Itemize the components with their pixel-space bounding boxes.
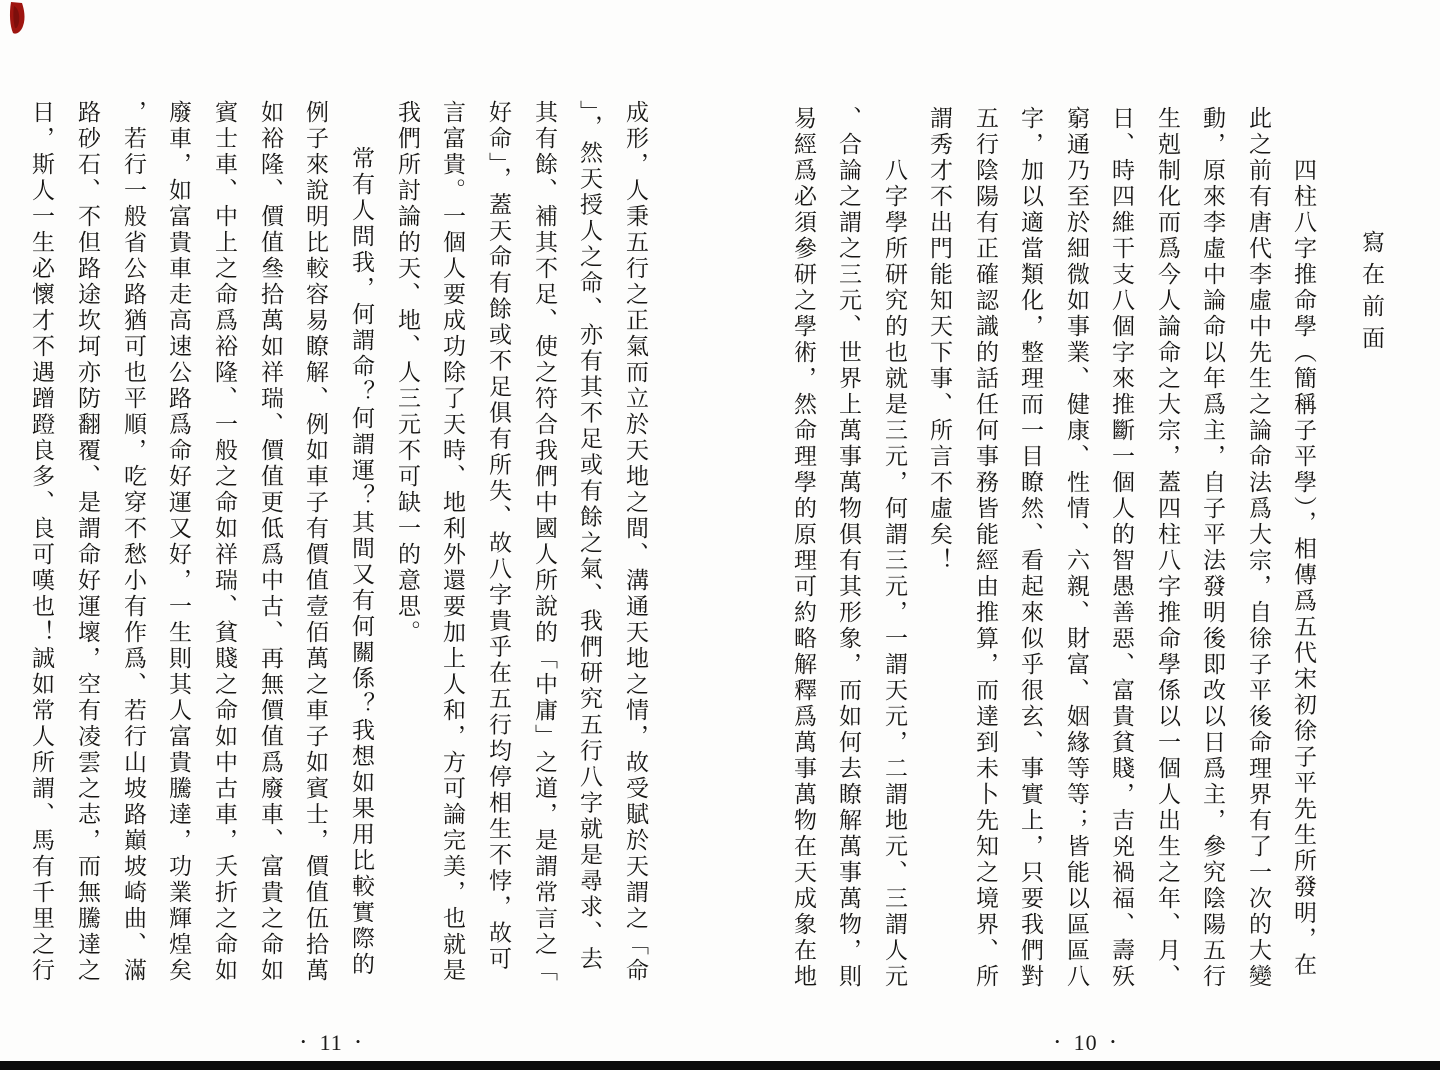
text-column: 路砂石、不但路途坎坷亦防翻覆、是謂命好運壞，空有凌雲之志，而無騰達之 bbox=[75, 100, 100, 984]
text-column: 例子來說明比較容易瞭解、例如車子有價值壹佰萬之車子如賓士，價值伍拾萬 bbox=[303, 100, 328, 984]
text-column: 此之前有唐代李虛中先生之論命法爲大宗，自徐子平後命理界有了一次的大變 bbox=[1246, 106, 1271, 990]
page-number bbox=[1042, 1030, 1129, 1056]
page-number-value: 11 bbox=[319, 1030, 343, 1055]
text-column: 五行陰陽有正確認識的話任何事務皆能經由推算，而達到未卜先知之境界、所 bbox=[973, 106, 998, 990]
text-column: 日、時四維干支八個字來推斷一個人的智愚善惡、富貴貧賤，吉兇禍福、壽殀 bbox=[1109, 106, 1134, 990]
text-column: 八字學所研究的也就是三元，何謂三元，一謂天元，二謂地元、三謂人元 bbox=[882, 158, 907, 990]
page-number-bullet: • bbox=[1055, 1034, 1061, 1049]
page-number bbox=[288, 1030, 374, 1056]
text-column: 窮通乃至於細微如事業、健康、性情、六親、財富、姻緣等等；皆能以區區八 bbox=[1064, 106, 1089, 990]
text-column: 易經爲必須參研之學術，然命理學的原理可約略解釋爲萬事萬物在天成象在地 bbox=[791, 106, 816, 990]
page-number-bullet: • bbox=[301, 1034, 307, 1049]
text-column: 廢車，如富貴車走高速公路爲命好運又好，一生則其人富貴騰達，功業輝煌矣 bbox=[166, 100, 191, 984]
text-column: 言富貴。一個人要成功除了天時、地利外還要加上人和，方可論完美，也就是 bbox=[440, 100, 465, 984]
section-title: 寫在前面 bbox=[1359, 230, 1384, 358]
scan-edge-bar bbox=[0, 1061, 1440, 1070]
red-ink-mark bbox=[6, 2, 30, 38]
text-column: ，若行一般省公路猶可也平順，吃穿不愁小有作爲、若行山坡路巔坡崎曲、滿 bbox=[121, 100, 146, 984]
page-number-bullet: • bbox=[1110, 1034, 1117, 1049]
text-column: 常有人問我，何謂命？何謂運？其間又有何關係？我想如果用比較實際的 bbox=[349, 146, 374, 978]
text-column: 字，加以適當類化，整理而一目瞭然、看起來似乎很玄、事實上，只要我們對 bbox=[1018, 106, 1043, 990]
text-column: 我們所討論的天、地、人三元不可缺一的意思。 bbox=[395, 100, 420, 646]
text-column: 生剋制化而爲今人論命之大宗，蓋四柱八字推命學係以一個人出生之年、月、 bbox=[1155, 106, 1180, 990]
text-column: 好命」，蓋天命有餘或不足俱有所失、故八字貴乎在五行均停相生不悖，故可 bbox=[486, 100, 511, 973]
page-number-value: 10 bbox=[1073, 1030, 1098, 1055]
text-column: 成形，人秉五行之正氣而立於天地之間、溝通天地之情，故受賦於天謂之「命 bbox=[623, 100, 648, 984]
text-column: 日，斯人一生必懷才不遇蹭蹬良多、良可嘆也！誠如常人所謂、馬有千里之行 bbox=[29, 100, 54, 984]
text-column: 謂秀才不出門能知天下事、所言不虛矣！ bbox=[927, 106, 952, 574]
text-column: 」，然天授人之命、亦有其不足或有餘之氣、我們研究五行八字就是尋求、去 bbox=[577, 100, 602, 973]
text-column: 四柱八字推命學（簡稱子平學），相傳爲五代宋初徐子平先生所發明，在 bbox=[1291, 158, 1316, 979]
text-column: 動，原來李虛中論命以年爲主，自子平法發明後即改以日爲主，參究陰陽五行 bbox=[1200, 106, 1225, 990]
text-column: 其有餘、補其不足、使之符合我們中國人所說的「中庸」之道，是謂常言之「 bbox=[532, 100, 557, 984]
text-column: 賓士車、中上之命爲裕隆、一般之命如祥瑞、貧賤之命如中古車，夭折之命如 bbox=[212, 100, 237, 984]
page-number-bullet: • bbox=[355, 1034, 362, 1049]
text-column: 如裕隆、價值叄拾萬如祥瑞、價值更低爲中古、再無價值爲廢車、富貴之命如 bbox=[258, 100, 283, 984]
text-column: 、合論之謂之三元、世界上萬事萬物俱有其形象，而如何去瞭解萬事萬物，則 bbox=[836, 106, 861, 990]
